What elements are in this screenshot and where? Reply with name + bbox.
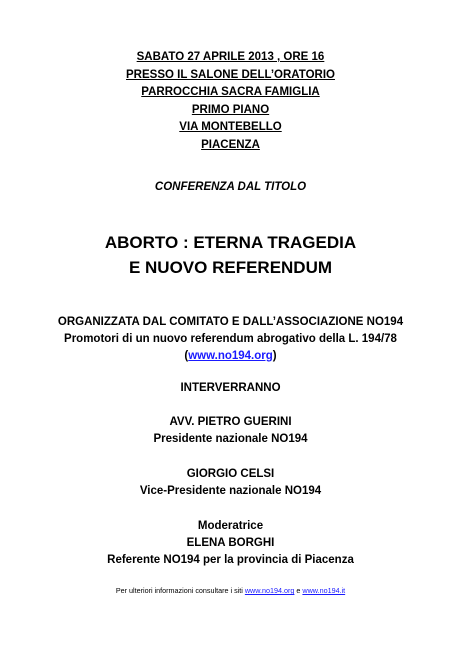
organizers-block <box>0 314 461 364</box>
event-date-line <box>0 49 461 67</box>
event-street-line <box>0 119 461 137</box>
link-open-paren: ( <box>184 349 189 362</box>
conference-subtitle: CONFERENZA DAL TITOLO <box>154 181 307 193</box>
event-city-text: PIACENZA <box>201 138 260 151</box>
event-venue-text: PRESSO IL SALONE DELL’ORATORIO <box>126 68 335 81</box>
event-header <box>0 49 461 155</box>
link-close-paren: ) <box>272 349 277 362</box>
event-parish-line <box>0 84 461 102</box>
no194-org-link[interactable]: www.no194.org <box>188 349 273 362</box>
moderator-name: ELENA BORGHI <box>186 536 275 549</box>
speaker2-role: Vice-Presidente nazionale NO194 <box>139 484 322 497</box>
speaker2-block <box>0 466 461 500</box>
speaker1-block <box>0 414 461 448</box>
footer-conjunction: e <box>294 586 303 595</box>
footer-link-no194-org[interactable]: www.no194.org <box>244 586 295 595</box>
event-street-text: VIA MONTEBELLO <box>179 121 282 134</box>
conference-title-line1: ABORTO : ETERNA TRAGEDIA <box>104 233 357 252</box>
footer-link-no194-it[interactable]: www.no194.it <box>302 586 346 595</box>
moderator-role: Referente NO194 per la provincia di Piacenza <box>107 553 354 566</box>
conference-title <box>0 230 461 280</box>
organizers-link-line <box>0 348 461 365</box>
organizers-line1: ORGANIZZATA DAL COMITATO E DALL’ASSOCIAZIONE NO194 <box>57 316 404 328</box>
event-floor-text: PRIMO PIANO <box>191 103 270 116</box>
event-parish-text: PARROCCHIA SACRA FAMIGLIA <box>141 86 320 99</box>
speaker1-name: AVV. PIETRO GUERINI <box>169 416 292 428</box>
moderator-label: Moderatrice <box>197 520 264 532</box>
event-venue-line <box>0 67 461 85</box>
organizers-line2: Promotori di un nuovo referendum abrogativo della L. 194/78 <box>64 332 397 345</box>
footer-info <box>0 586 461 596</box>
speaker1-role: Presidente nazionale NO194 <box>153 432 308 445</box>
footer-text: Per ulteriori informazioni consultare i siti <box>115 586 245 595</box>
moderator-block <box>0 518 461 568</box>
event-city-line <box>0 137 461 155</box>
event-floor-line <box>0 102 461 120</box>
speaker2-name: GIORGIO CELSI <box>186 468 275 480</box>
speakers-heading: INTERVERRANNO <box>180 382 281 394</box>
event-date-text: SABATO 27 APRILE 2013 , ORE 16 <box>136 51 325 63</box>
conference-title-line2: E NUOVO REFERENDUM <box>128 258 333 277</box>
